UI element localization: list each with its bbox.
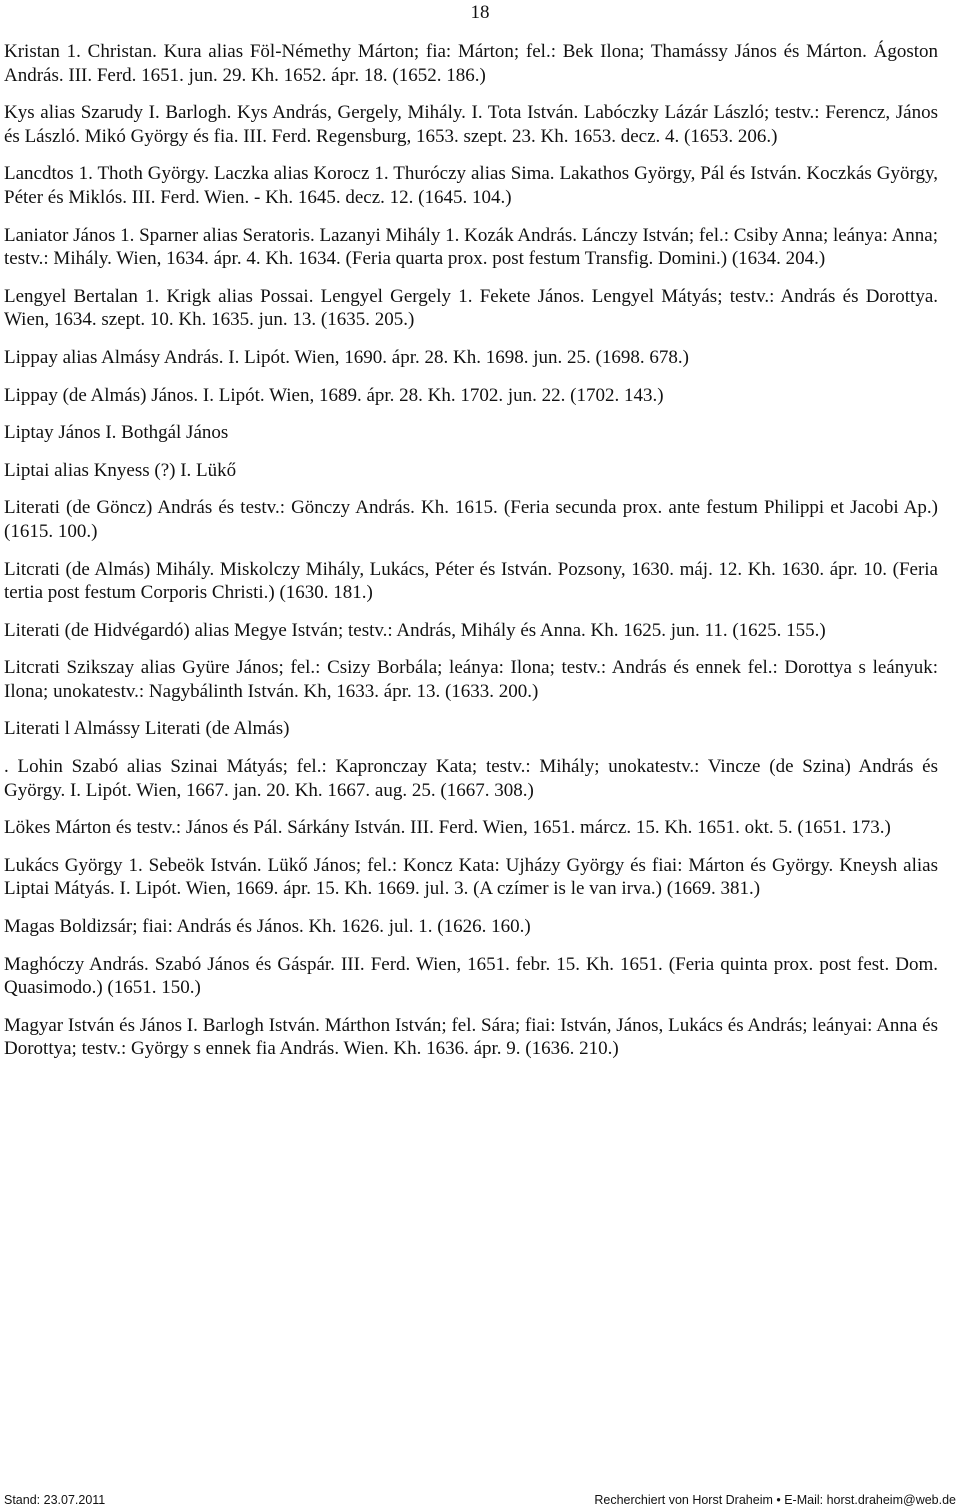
entry-lengyel: Lengyel Bertalan 1. Krigk alias Possai. Lengyel Gergely 1. Fekete János. Lengyel Mátyás; testv.: András és Dorottya. Wien, 1634. szept. 10. Kh. 1635. jun. 13. (1635. 205.): [4, 285, 938, 331]
entry-literati-almassy: Literati l Almássy Literati (de Almás): [4, 718, 290, 740]
footer-stand-date: Stand: 23.07.2011: [4, 1493, 106, 1507]
entry-lancdtos: Lancdtos 1. Thoth György. Laczka alias Korocz 1. Thuróczy alias Sima. Lakathos György, Pál és István. Koczkás György, Péter és Miklós. III. Ferd. Wien. - Kh. 1645. decz. 12. (1645. 104.): [4, 163, 938, 208]
entry-magas: Magas Boldizsár; fiai: András és János. Kh. 1626. jul. 1. (1626. 160.): [4, 916, 531, 938]
entry-laniator: Laniator János 1. Sparner alias Seratoris. Lazanyi Mihály 1. Kozák András. Lánczy István; fel.: Csiby Anna; leánya: Anna; testv.: Mihály. Wien, 1634. ápr. 4. Kh. 1634. (Feria quarta prox. post festum Transfig. Domini.) (1634. 204.): [4, 224, 938, 270]
entry-magyar: Magyar István és János I. Barlogh István. Márthon István; fel. Sára; fiai: István, János, Lukács és András; leányai: Anna és Dorottya; testv.: György s ennek fia András. Wien. Kh. 1636. ápr. 9. (1636. 210.): [4, 1014, 938, 1060]
entry-lohin: . Lohin Szabó alias Szinai Mátyás; fel.: Kapronczay Kata; testv.: Mihály; unokatestv.: Vincze (de Szina) András és György. I. Lipót. Wien, 1667. jan. 20. Kh. 1667. aug. 25. (1667. 308.): [4, 756, 938, 801]
entry-kys: Kys alias Szarudy I. Barlogh. Kys András, Gergely, Mihály. I. Tota István. Labóczky Lázár László; testv.: Ferencz, János és László. Mikó György és fia. III. Ferd. Regensburg, 1653. szept. 23. Kh. 1653. decz. 4. (1653. 206.): [4, 102, 938, 147]
entry-literati-goncz: Literati (de Göncz) András és testv.: Gönczy András. Kh. 1615. (Feria secunda prox. ante festum Philippi et Jacobi Ap.) (1615. 100.): [4, 497, 938, 542]
page-footer: [4, 1492, 956, 1508]
entry-list: [4, 40, 938, 1061]
entry-lukacs: Lukács György 1. Sebeök István. Lükő János; fel.: Koncz Kata: Ujházy György és fiai: Márton és György. Kneysh alias Liptai Mátyás. I. Lipót. Wien, 1669. ápr. 15. Kh. 1669. jul. 3. (A czímer is le van irva.) (1669. 381.): [4, 854, 938, 900]
entry-literati-almas: Litcrati (de Almás) Mihály. Miskolczy Mihály, Lukács, Péter és István. Pozsony, 1630. máj. 12. Kh. 1630. ápr. 10. (Feria tertia post festum Corporis Christi.) (1630. 181.): [4, 558, 938, 604]
entry-kristan: Kristan 1. Christan. Kura alias Föl-Némethy Márton; fia: Márton; fel.: Bek Ilona; Thamássy János és Márton. Ágoston András. III. Ferd. 1651. jun. 29. Kh. 1652. ápr. 18. (1652. 186.): [4, 41, 938, 86]
entry-maghoczy: Maghóczy András. Szabó János és Gáspár. III. Ferd. Wien, 1651. febr. 15. Kh. 1651. (Feria quinta prox. post fest. Dom. Quasimodo.) (1651. 150.): [4, 953, 938, 999]
entry-literati-hidvegardo: Literati (de Hidvégardó) alias Megye István; testv.: András, Mihály és Anna. Kh. 1625. jun. 11. (1625. 155.): [4, 619, 826, 641]
entry-literati-szikszay: Litcrati Szikszay alias Gyüre János; fel.: Csizy Borbála; leánya: Ilona; testv.: András és ennek fel.: Dorottya s leányuk: Ilona; unokatestv.: Nagybálinth István. Kh, 1633. ápr. 13. (1633. 200.): [4, 657, 938, 702]
entry-lippay-almasy: Lippay alias Almásy András. I. Lipót. Wien, 1690. ápr. 28. Kh. 1698. jun. 25. (1698. 678.): [4, 346, 689, 368]
entry-liptay: Liptay János I. Bothgál János: [4, 422, 229, 444]
page-number: 18: [470, 2, 490, 23]
footer-credit: Recherchiert von Horst Draheim • E-Mail: horst.draheim@web.de: [594, 1493, 956, 1507]
entry-lokes: Lökes Márton és testv.: János és Pál. Sárkány István. III. Ferd. Wien, 1651. márcz. 15. Kh. 1651. okt. 5. (1651. 173.): [4, 817, 891, 839]
entry-lippay-almas: Lippay (de Almás) János. I. Lipót. Wien, 1689. ápr. 28. Kh. 1702. jun. 22. (1702. 143.): [4, 384, 664, 406]
entry-liptai: Liptai alias Knyess (?) I. Lükő: [4, 459, 237, 481]
